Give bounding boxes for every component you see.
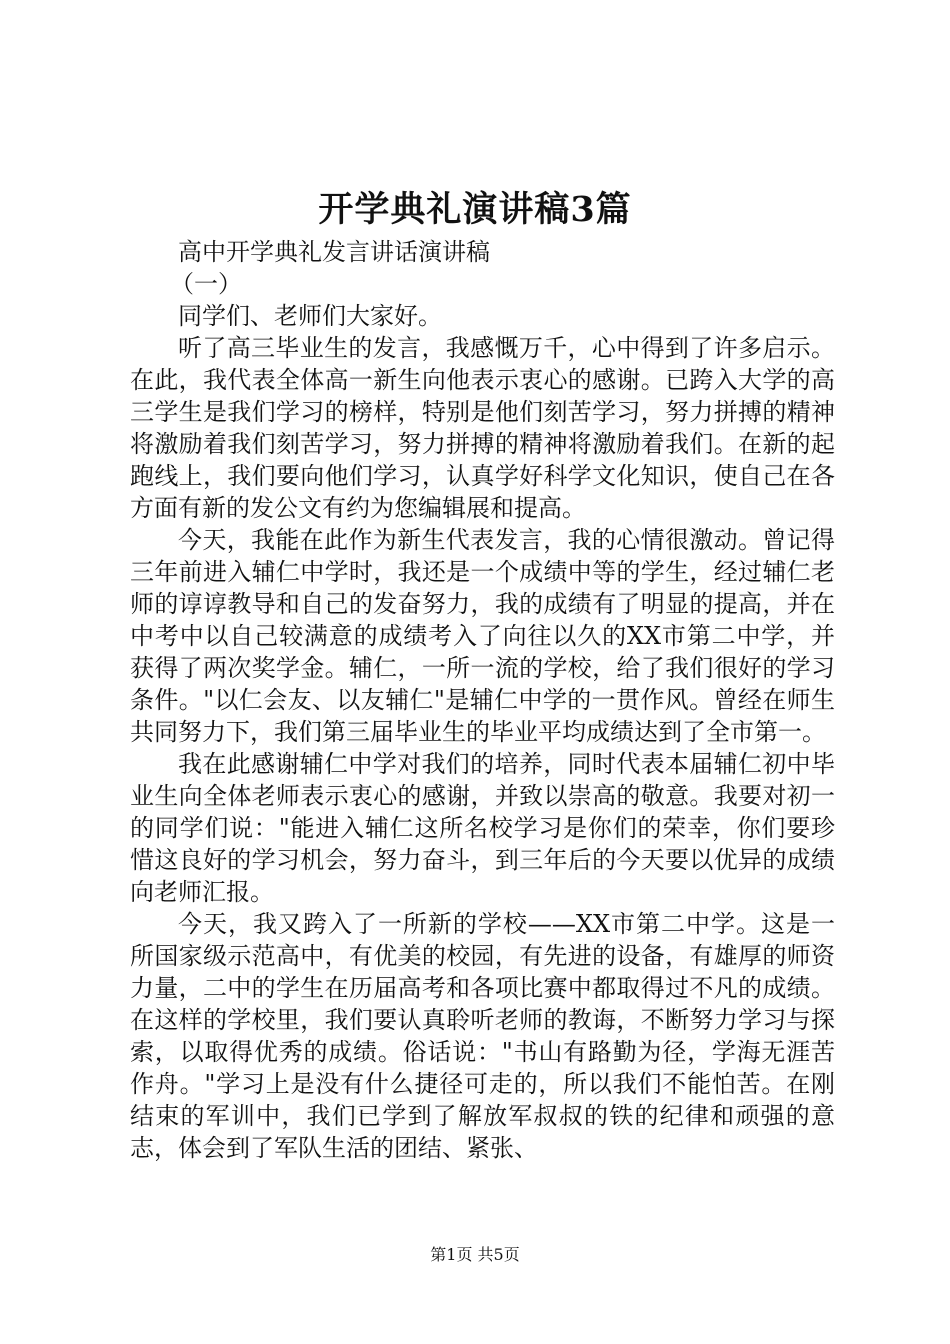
subtitle-paragraph: 高中开学典礼发言讲话演讲稿 [178, 238, 490, 266]
body-paragraph: 我在此感谢辅仁中学对我们的培养，同时代表本届辅仁初中毕业生向全体老师表示衷心的感谢，并致以崇高的敬意。我要对初一的同学们说："能进入辅仁这所名校学习是你们的荣幸，你们要珍惜这良好的学习机会，努力奋斗，到三年后的今天要以优异的成绩向老师汇报。 [130, 750, 835, 906]
document-body [130, 236, 835, 1164]
page-footer: 第1页 共5页 [430, 1245, 520, 1264]
body-paragraph: 今天，我能在此作为新生代表发言，我的心情很激动。曾记得三年前进入辅仁中学时，我还是一个成绩中等的学生，经过辅仁老师的谆谆教导和自己的发奋努力，我的成绩有了明显的提高，并在中考中以自己较满意的成绩考入了向往以久的XX市第二中学，并获得了两次奖学金。辅仁，一所一流的学校，给了我们很好的学习条件。"以仁会友、以友辅仁"是辅仁中学的一贯作风。曾经在师生共同努力下，我们第三届毕业生的毕业平均成绩达到了全市第一。 [130, 526, 835, 746]
document-title: 开学典礼演讲稿3篇 [318, 189, 632, 230]
body-paragraph: 听了高三毕业生的发言，我感慨万千，心中得到了许多启示。在此，我代表全体高一新生向他表示衷心的感谢。已跨入大学的高三学生是我们学习的榜样，特别是他们刻苦学习，努力拼搏的精神将激励着我们刻苦学习，努力拼搏的精神将激励着我们。在新的起跑线上，我们要向他们学习，认真学好科学文化知识，使自己在各方面有新的发公文有约为您编辑展和提高。 [130, 334, 835, 522]
section-number-paragraph: （一） [170, 270, 242, 298]
greeting-paragraph: 同学们、老师们大家好。 [178, 302, 442, 330]
body-paragraph: 今天，我又跨入了一所新的学校——XX市第二中学。这是一所国家级示范高中，有优美的校园，有先进的设备，有雄厚的师资力量，二中的学生在历届高考和各项比赛中都取得过不凡的成绩。在这样的学校里，我们要认真聆听老师的教诲，不断努力学习与探索，以取得优秀的成绩。俗话说："书山有路勤为径，学海无涯苦作舟。"学习上是没有什么捷径可走的，所以我们不能怕苦。在刚结束的军训中，我们已学到了解放军叔叔的铁的纪律和顽强的意志，体会到了军队生活的团结、紧张、 [130, 910, 835, 1162]
